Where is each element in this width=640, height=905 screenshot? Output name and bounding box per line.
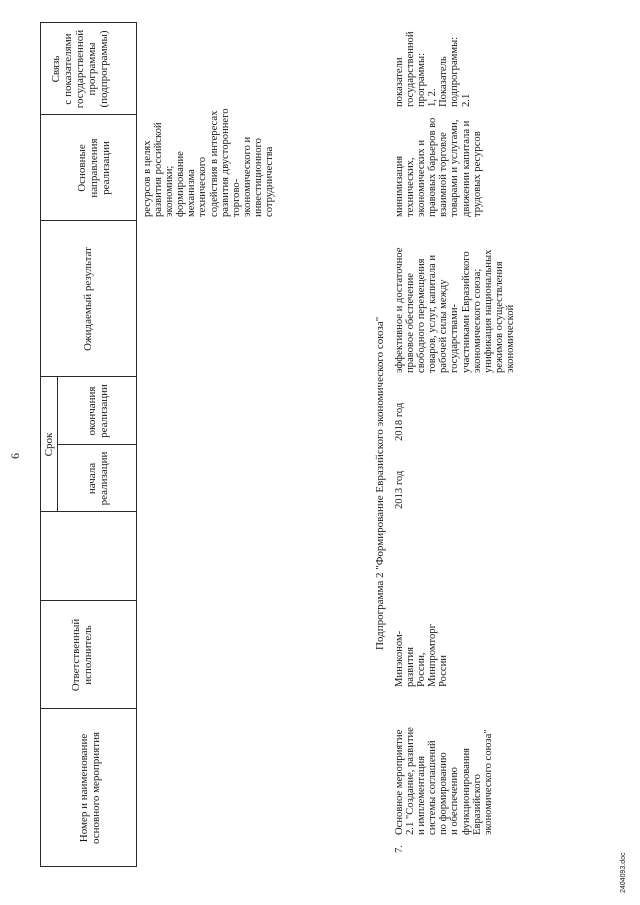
row-name: Основное мероприятие 2.1 "Создание, развитие и имплементация системы соглашений по формированию и обеспечению функционирования Евразийского экономического союза" (394, 727, 494, 835)
subprogram-title: Подпрограмма 2 "Формирование Евразийского экономического союза" (374, 316, 386, 650)
continuation-directions: ресурсов в целях развития российской экономики; формирование механизма технического содействия в интересах развития двустороннего торгово- экономического и инвестиционного сотрудничества (142, 108, 276, 217)
row-start: 2013 год (394, 470, 405, 509)
col-sep-1 (40, 708, 136, 709)
col-sep-5 (40, 376, 136, 377)
header-start: начала реализации (86, 451, 110, 506)
header-directions: Основные направления реализации (76, 138, 112, 198)
col-sep-right (40, 22, 136, 23)
header-number-name: Номер и наименование основного мероприятия (78, 731, 102, 845)
header-term: Срок (43, 432, 55, 457)
row-executor: Минэконом- развития России, Минпромторг России (394, 624, 450, 687)
page-number: 6 (8, 453, 22, 459)
row-end: 2018 год (394, 402, 405, 441)
header-bottom-border (136, 22, 137, 867)
header-end: окончания реализации (86, 384, 110, 438)
col-sep-6 (40, 220, 136, 221)
col-sep-3 (40, 511, 136, 512)
header-link: Связь с показателями государственной программы (подпрограммы) (50, 29, 110, 109)
col-sep-2 (40, 600, 136, 601)
row-link: показатели государственной программы: 1, 2. Показатель подпрограммы: 2.1 (394, 31, 472, 107)
col-sep-7 (40, 114, 136, 115)
header-executor: Ответственный исполнитель (70, 618, 94, 692)
row-number: 7. (394, 845, 405, 853)
footer-document-code: 2404093.doc (620, 852, 627, 893)
header-result: Ожидаемый результат (82, 247, 94, 351)
row-result: эффективное и достаточное правовое обеспечение свободного перемещения товаров, услуг, капитала и рабочей силы между государствами- участниками Евразийского экономического союза; унификация национальных режимов осуществления экономической (394, 247, 516, 373)
col-sep-4 (57, 444, 136, 445)
header-top-border (40, 22, 41, 867)
col-sep-left (40, 866, 136, 867)
row-directions: минимизация технических, экономических и правовых барьеров во взаимной торговле товарами и услугами, движении капитала и трудовых ресурсов (394, 117, 483, 217)
